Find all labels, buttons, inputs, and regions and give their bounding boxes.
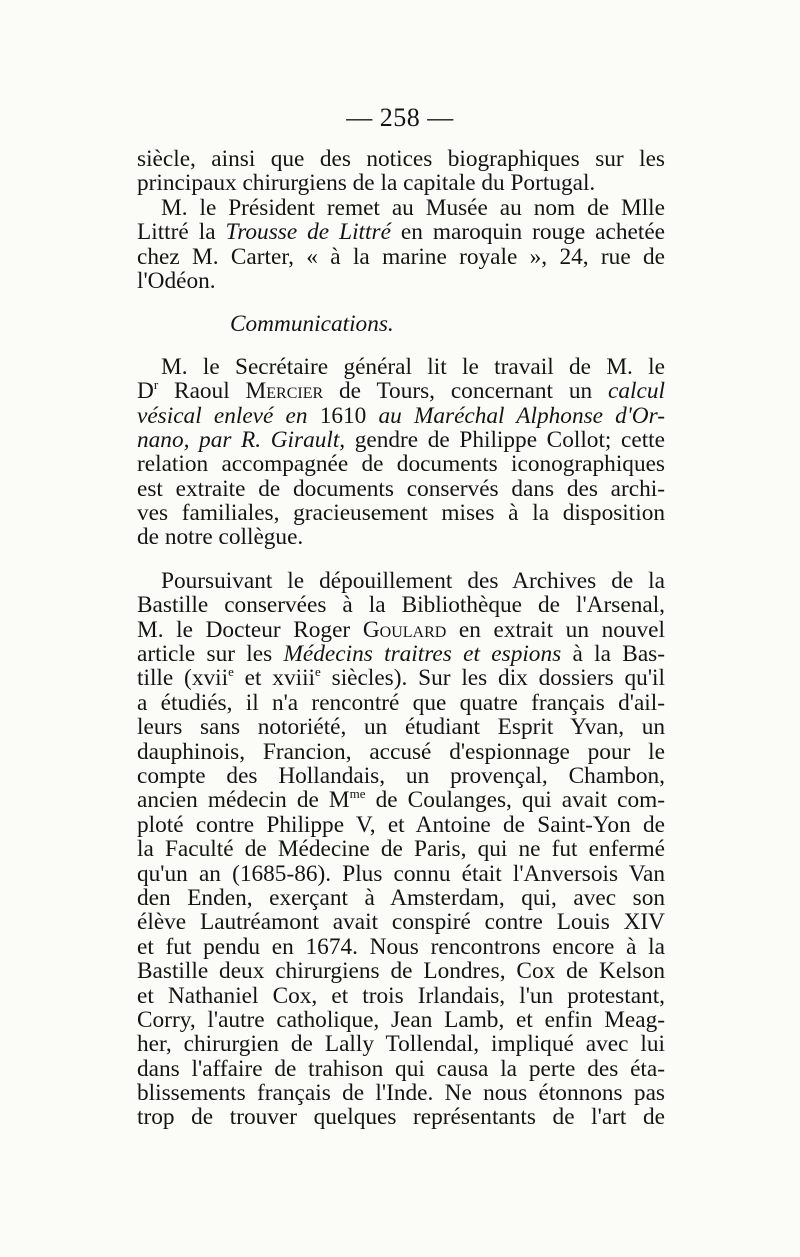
text-line <box>137 935 665 959</box>
text-run: Littré la <box>137 219 226 246</box>
page-number: — 258 — <box>346 103 454 132</box>
text-run: Poursuivant le dépouillement des Archives de la <box>161 567 665 594</box>
text-line <box>137 269 665 293</box>
text-run: M. le Secrétaire général lit le travail de M. le <box>161 353 665 380</box>
text-run: leurs sans notoriété, un étudiant Esprit Yvan, un <box>137 714 665 741</box>
text-run: nano, par R. Girault, <box>137 426 346 453</box>
text-run: gendre de Philippe Collot; cette <box>345 426 665 453</box>
text-line <box>137 379 665 403</box>
text-run: Communications. <box>230 311 394 338</box>
text-run: den Enden, exerçant à Amsterdam, qui, avec son <box>137 884 665 911</box>
text-run: Raoul <box>158 378 246 405</box>
text-run: et fut pendu en 1674. Nous rencontrons encore à la <box>137 933 665 960</box>
text-run: Goulard <box>362 616 447 643</box>
text-run: blissements français de l'Inde. Ne nous étonnons pas <box>137 1080 665 1107</box>
text-run: trop de trouver quelques représentants de l'art de <box>137 1104 665 1131</box>
text-line <box>137 959 665 983</box>
text-run: M. le Docteur Roger <box>137 616 363 643</box>
text-run: qu'un an (1685-86). Plus connu était l'Anversois Van <box>137 860 665 887</box>
text-line <box>137 984 665 1008</box>
text-line <box>137 404 665 428</box>
text-run: l'Odéon. <box>137 267 216 294</box>
text-run: principaux chirurgiens de la capitale du Portugal. <box>137 170 596 197</box>
text-run: la Faculté de Médecine de Paris, qui ne fut enfermé <box>137 836 665 863</box>
text-line <box>137 788 665 812</box>
text-line <box>137 196 665 220</box>
text-run: relation accompagnée de documents iconographiques <box>137 451 665 478</box>
text-line <box>137 428 665 452</box>
text-run: 1610 <box>307 402 379 429</box>
text-run: ves familiales, gracieusement mises à la disposition <box>137 500 665 527</box>
section-heading <box>137 312 665 336</box>
text-line <box>137 220 665 244</box>
text-line <box>137 764 665 788</box>
text-line <box>137 740 665 764</box>
text-line <box>137 569 665 593</box>
text-line <box>137 171 665 195</box>
text-run: en extrait un nouvel <box>446 616 665 643</box>
text-run: Corry, l'autre catholique, Jean Lamb, et enfin Meag- <box>137 1006 665 1033</box>
text-line <box>137 813 665 837</box>
text-run: M. le Président remet au Musée au nom de Mlle <box>161 194 665 221</box>
text-line <box>137 691 665 715</box>
text-run: a étudiés, il n'a rencontré que quatre français d'ail- <box>137 689 665 716</box>
text-run: vésical enlevé en <box>137 402 308 429</box>
text-line <box>137 452 665 476</box>
text-line <box>137 1057 665 1081</box>
text-run: Bastille conservées à la Bibliothèque de l'Arsenal, <box>137 592 665 619</box>
text-run: chez M. Carter, « à la marine royale », 24, rue de <box>137 243 665 270</box>
text-line <box>137 1032 665 1056</box>
text-run: Mercier <box>245 378 324 405</box>
text-line <box>137 1081 665 1105</box>
text-run: au Maréchal Alphonse d'Or- <box>378 402 665 429</box>
text-line <box>137 618 665 642</box>
text-run: e <box>315 664 321 680</box>
text-run: dauphinois, Francion, accusé d'espionnage pour le <box>137 738 665 765</box>
text-line <box>137 862 665 886</box>
text-line <box>137 666 665 690</box>
text-line <box>137 147 665 171</box>
text-line <box>137 501 665 525</box>
text-line <box>137 1105 665 1129</box>
text-run: de notre collègue. <box>137 524 304 551</box>
text-run: D <box>137 378 154 405</box>
text-run: Bastille deux chirurgiens de Londres, Cox de Kelson <box>137 958 665 985</box>
text-line <box>137 1008 665 1032</box>
text-run: est extraite de documents conservés dans des archi- <box>137 475 665 502</box>
text-line <box>137 477 665 501</box>
text-run: de Coulanges, qui avait com- <box>365 787 665 814</box>
text-line <box>137 910 665 934</box>
text-run: ancien médecin de M <box>137 787 350 814</box>
text-run: r <box>153 377 159 393</box>
text-run: calcul <box>608 378 665 405</box>
text-line <box>137 837 665 861</box>
text-line <box>137 593 665 617</box>
text-run: à la Bas- <box>561 641 665 668</box>
text-line <box>137 886 665 910</box>
text-run: me <box>349 786 366 802</box>
text-run: ploté contre Philippe V, et Antoine de Saint-Yon de <box>137 811 665 838</box>
text-run: et xviii <box>233 665 316 692</box>
text-run: et Nathaniel Cox, et trois Irlandais, l'un protestant, <box>137 982 665 1009</box>
text-line <box>137 715 665 739</box>
text-run: siècle, ainsi que des notices biographiques sur les <box>137 146 665 172</box>
text-line <box>137 245 665 269</box>
text-run: élève Lautréamont avait conspiré contre Louis XIV <box>137 909 665 936</box>
text-run: dans l'affaire de trahison qui causa la perte des éta- <box>137 1055 665 1082</box>
text-run: compte des Hollandais, un provençal, Chambon, <box>137 762 665 789</box>
text-line <box>137 355 665 379</box>
text-run: Trousse de Littré <box>225 219 391 246</box>
text-run: en maroquin rouge achetée <box>390 219 665 246</box>
text-block-1 <box>137 147 665 1130</box>
text-run: her, chirurgien de Lally Tollendal, impliqué avec lui <box>137 1031 665 1058</box>
text-run: Médecins traitres et espions <box>283 641 562 668</box>
text-run: tille (xvii <box>137 665 229 692</box>
text-line <box>137 525 665 549</box>
text-run: siècles). Sur les dix dossiers qu'il <box>320 665 665 692</box>
text-run: de Tours, concernant un <box>323 378 609 405</box>
text-line <box>137 642 665 666</box>
text-run: article sur les <box>137 641 284 668</box>
text-run: e <box>228 664 234 680</box>
